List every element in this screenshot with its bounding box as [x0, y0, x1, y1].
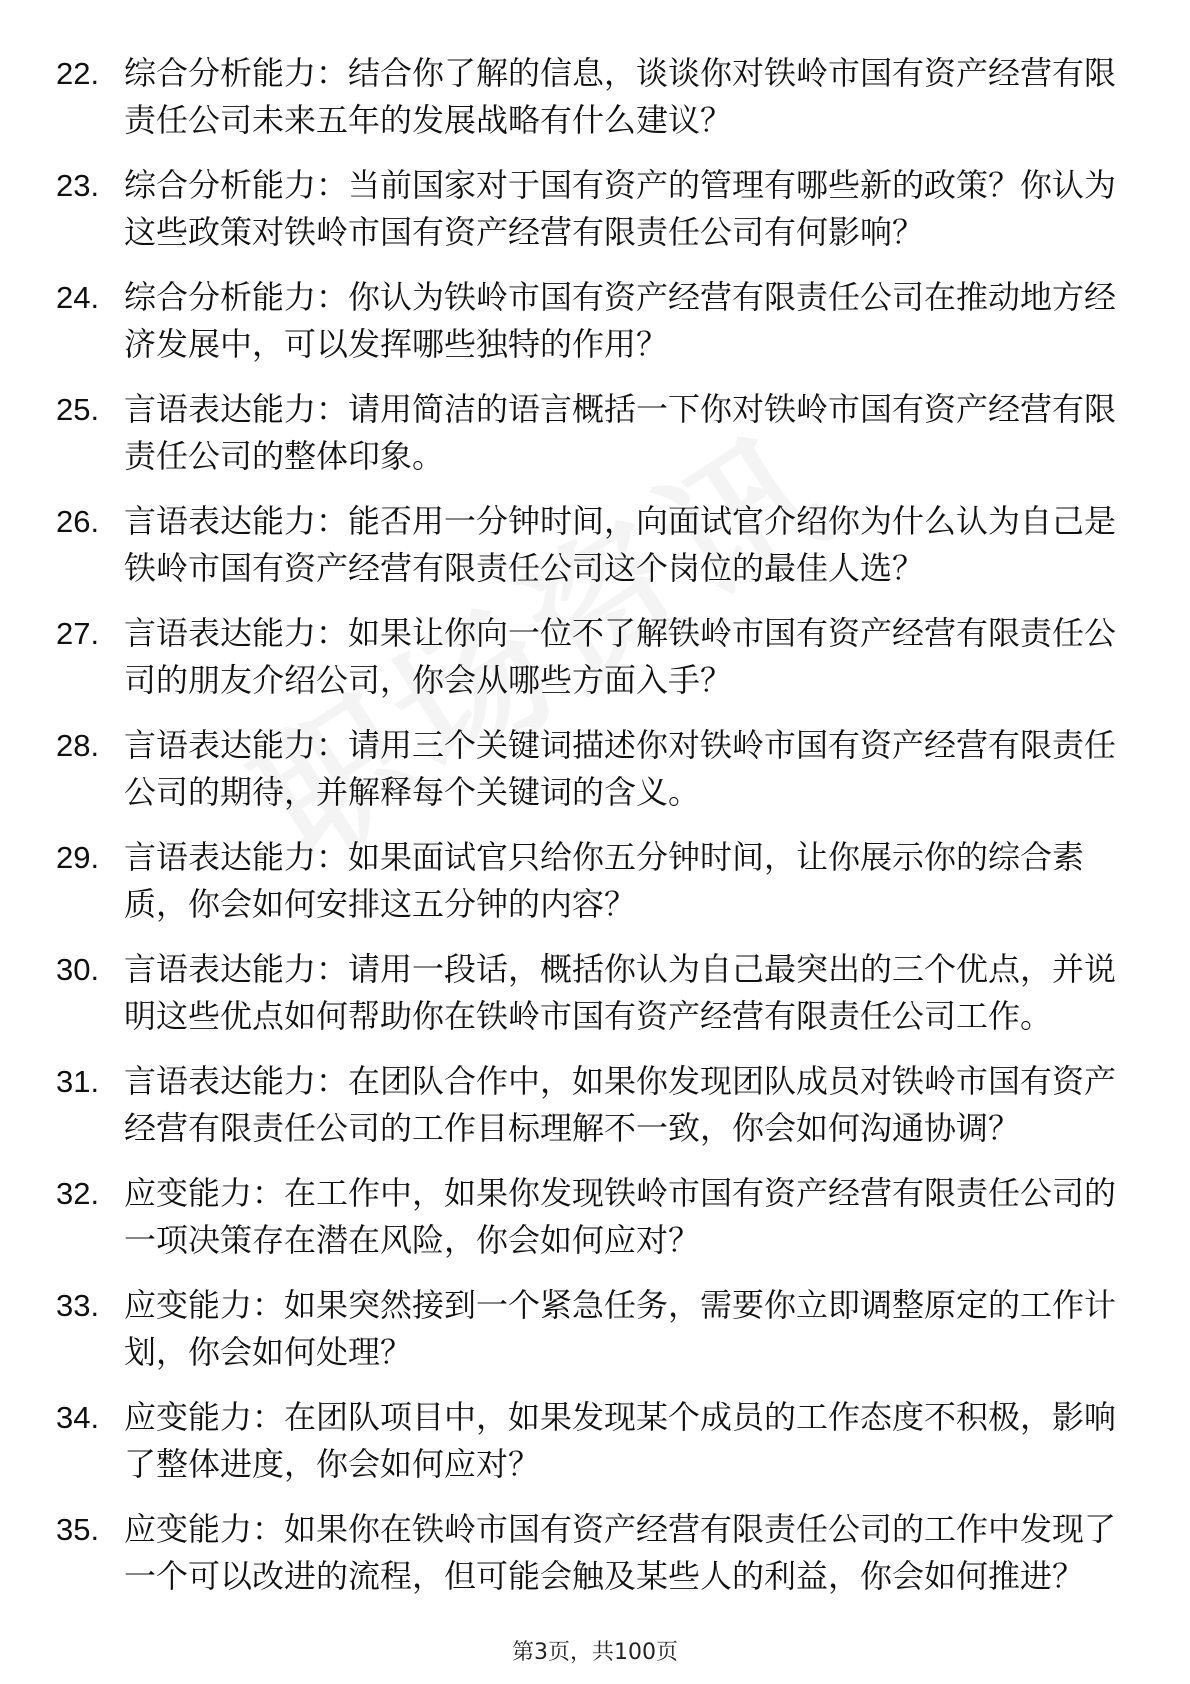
question-number: 22. [56, 56, 100, 91]
question-item [56, 946, 1136, 1040]
question-item [56, 162, 1136, 256]
question-item [56, 610, 1136, 704]
question-text: 言语表达能力：如果让你向一位不了解铁岭市国有资产经营有限责任公司的朋友介绍公司，你会从哪些方面入手？ [124, 614, 1117, 699]
question-text: 言语表达能力：如果面试官只给你五分钟时间，让你展示你的综合素质，你会如何安排这五分钟的内容？ [124, 838, 1085, 923]
question-text: 综合分析能力：结合你了解的信息，谈谈你对铁岭市国有资产经营有限责任公司未来五年的发展战略有什么建议？ [124, 54, 1117, 139]
question-number: 28. [56, 728, 100, 763]
question-number: 29. [56, 840, 100, 875]
question-text: 应变能力：如果突然接到一个紧急任务，需要你立即调整原定的工作计划，你会如何处理？ [124, 1286, 1117, 1371]
question-item [56, 1282, 1136, 1376]
question-item [56, 722, 1136, 816]
question-text: 言语表达能力：请用一段话，概括你认为自己最突出的三个优点，并说明这些优点如何帮助你在铁岭市国有资产经营有限责任公司工作。 [124, 950, 1117, 1035]
question-number: 32. [56, 1176, 100, 1211]
question-item [56, 498, 1136, 592]
question-list [56, 50, 1136, 1618]
question-text: 综合分析能力：你认为铁岭市国有资产经营有限责任公司在推动地方经济发展中，可以发挥哪些独特的作用？ [124, 278, 1117, 363]
question-item [56, 834, 1136, 928]
question-item [56, 274, 1136, 368]
question-text: 应变能力：在工作中，如果你发现铁岭市国有资产经营有限责任公司的一项决策存在潜在风险，你会如何应对？ [124, 1174, 1117, 1259]
question-item [56, 1058, 1136, 1152]
question-item [56, 1170, 1136, 1264]
question-number: 27. [56, 616, 100, 651]
page-footer: 第3页，共100页 [512, 1640, 678, 1665]
question-item [56, 1394, 1136, 1488]
question-number: 34. [56, 1400, 100, 1435]
question-number: 30. [56, 952, 100, 987]
question-text: 应变能力：在团队项目中，如果发现某个成员的工作态度不积极，影响了整体进度，你会如何应对？ [124, 1398, 1117, 1483]
question-text: 言语表达能力：在团队合作中，如果你发现团队成员对铁岭市国有资产经营有限责任公司的工作目标理解不一致，你会如何沟通协调？ [124, 1062, 1117, 1147]
question-text: 应变能力：如果你在铁岭市国有资产经营有限责任公司的工作中发现了一个可以改进的流程，但可能会触及某些人的利益，你会如何推进？ [124, 1510, 1117, 1595]
question-text: 言语表达能力：能否用一分钟时间，向面试官介绍你为什么认为自己是铁岭市国有资产经营有限责任公司这个岗位的最佳人选？ [124, 502, 1117, 587]
question-text: 言语表达能力：请用三个关键词描述你对铁岭市国有资产经营有限责任公司的期待，并解释每个关键词的含义。 [124, 726, 1117, 811]
question-number: 25. [56, 392, 100, 427]
question-item [56, 386, 1136, 480]
question-number: 26. [56, 504, 100, 539]
question-number: 33. [56, 1288, 100, 1323]
question-number: 31. [56, 1064, 100, 1099]
question-item [56, 1506, 1136, 1600]
question-number: 35. [56, 1512, 100, 1547]
question-text: 综合分析能力：当前国家对于国有资产的管理有哪些新的政策？你认为这些政策对铁岭市国有资产经营有限责任公司有何影响？ [124, 166, 1117, 251]
question-number: 23. [56, 168, 100, 203]
question-text: 言语表达能力：请用简洁的语言概括一下你对铁岭市国有资产经营有限责任公司的整体印象。 [124, 390, 1117, 475]
question-number: 24. [56, 280, 100, 315]
question-item [56, 50, 1136, 144]
